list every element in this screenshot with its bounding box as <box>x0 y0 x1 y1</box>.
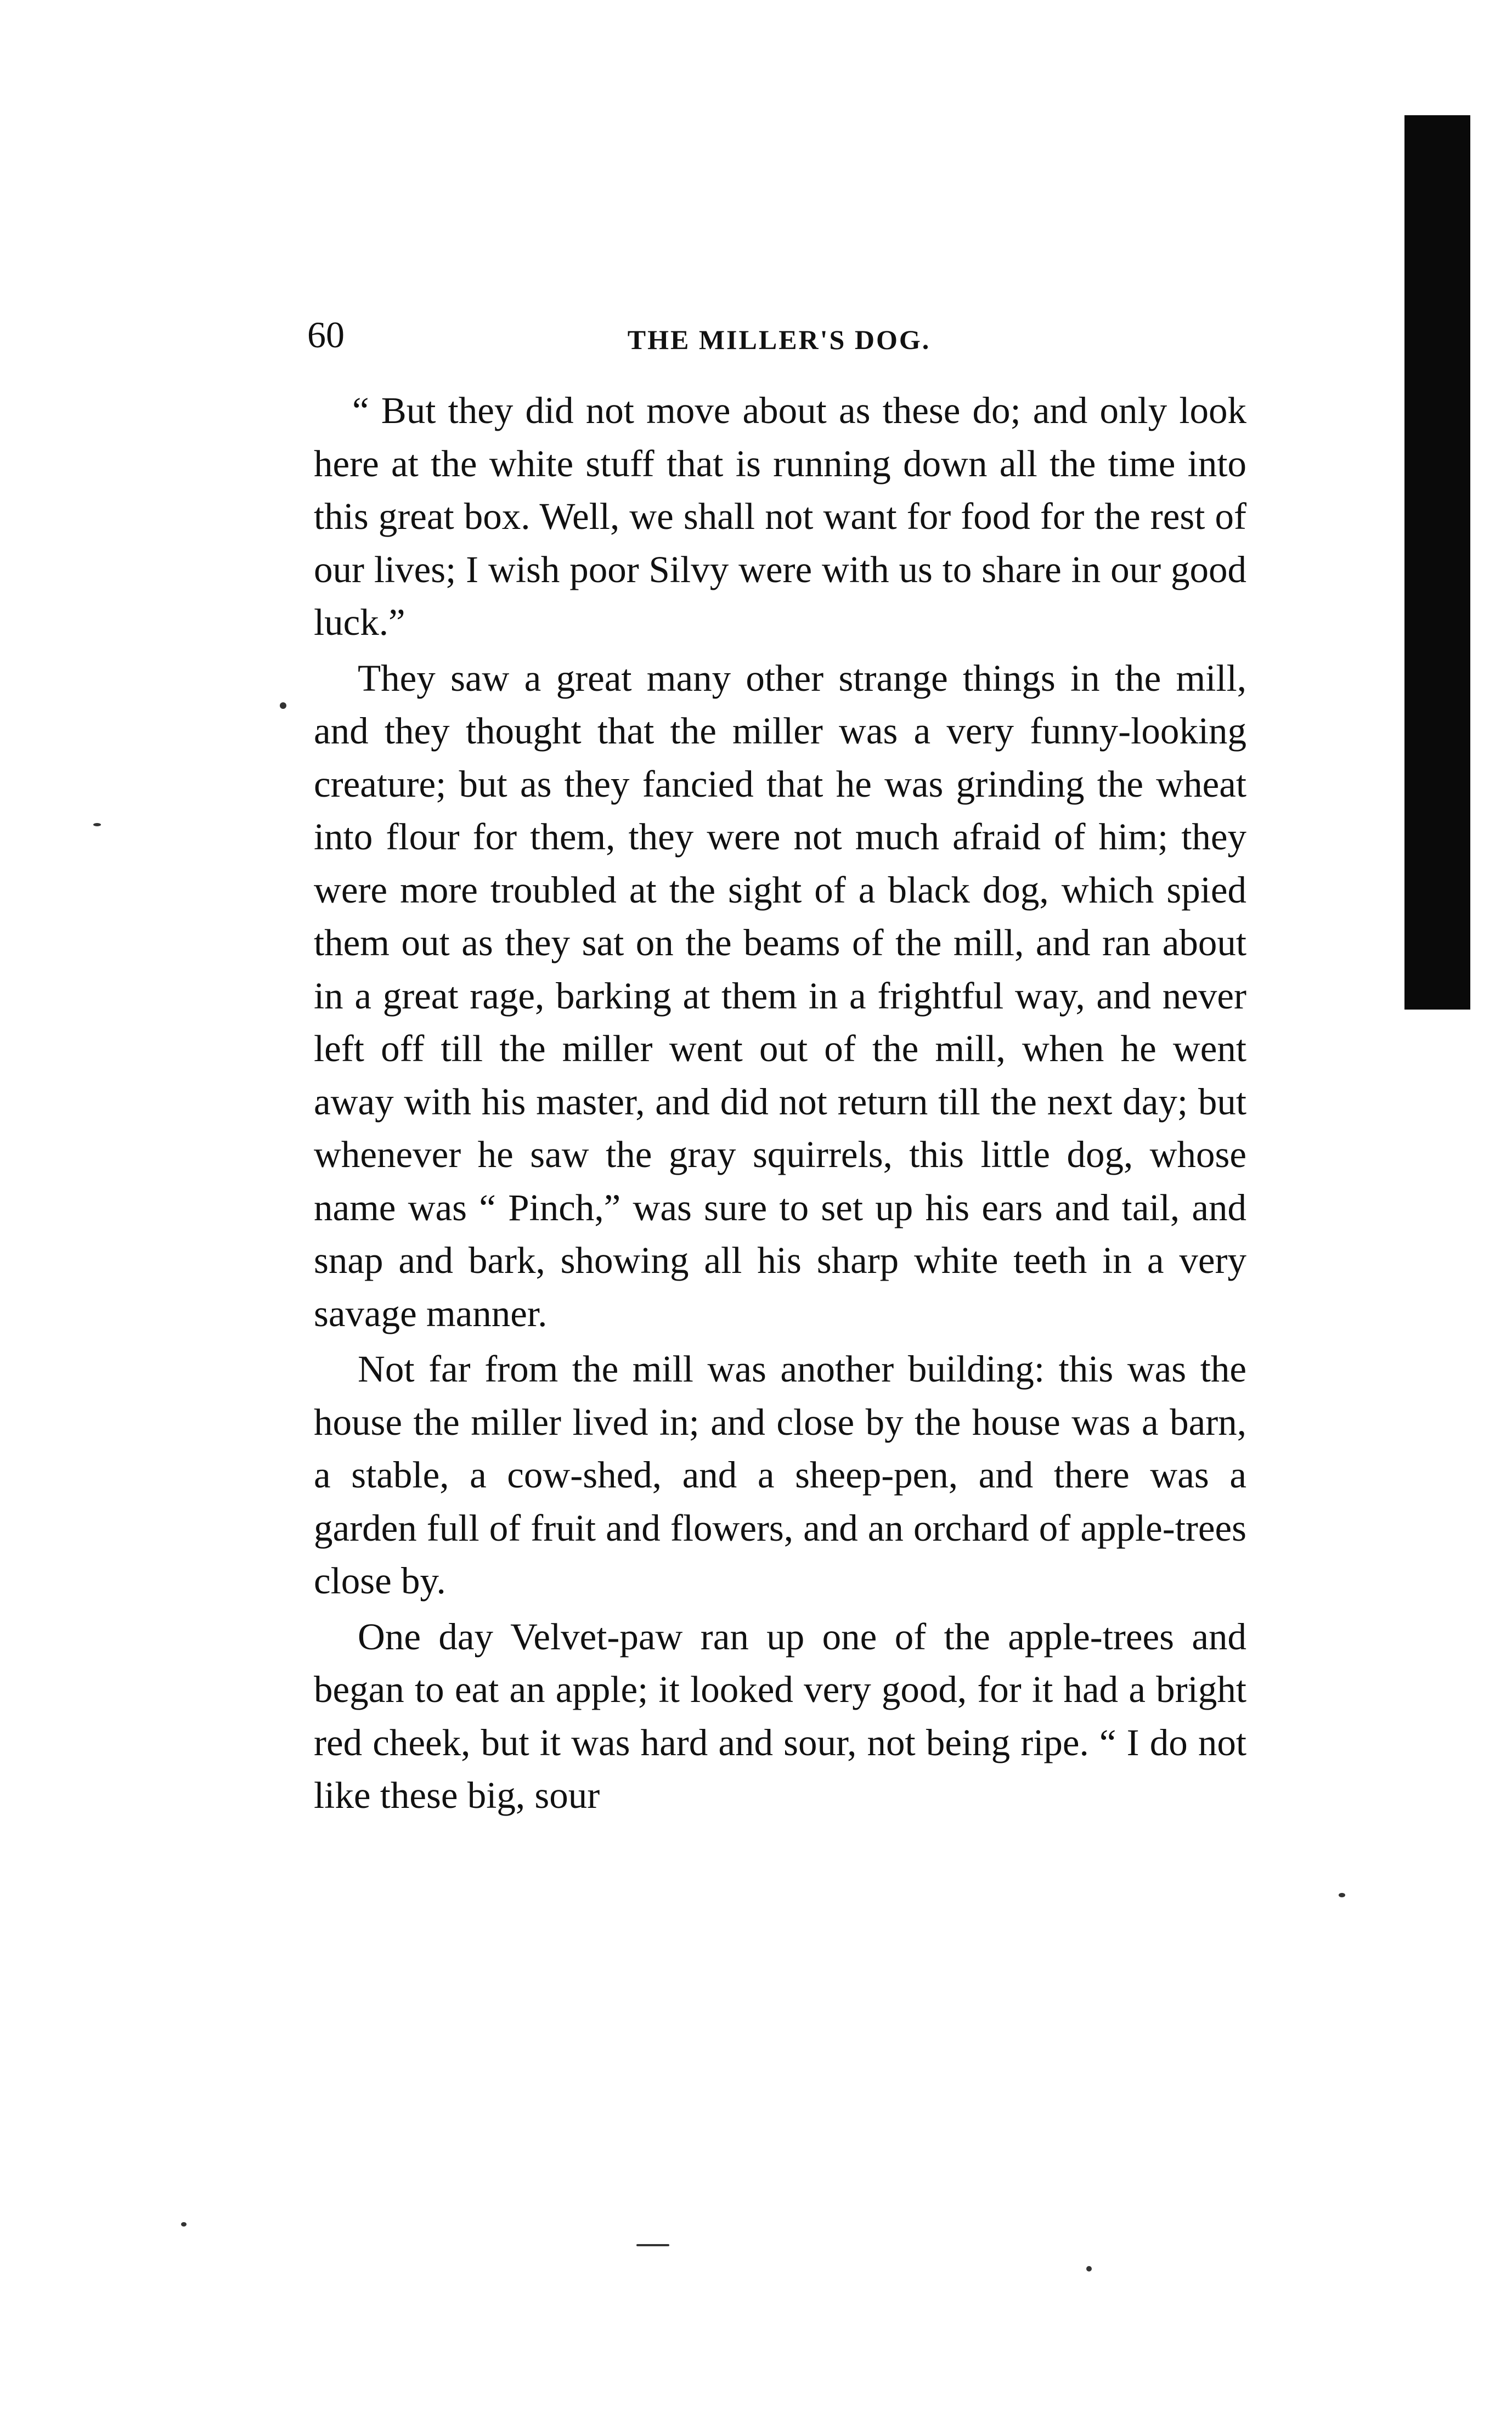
running-title: THE MILLER'S DOG. <box>627 324 931 355</box>
scan-speck <box>636 2244 669 2246</box>
paragraph: One day Velvet-paw ran up one of the apple-trees and began to eat an apple; it looked very good, for it had a bright red cheek, but it was hard and sour, not being ripe. “ I do not like these big, sour <box>314 1615 1246 1816</box>
paragraph: “ But they did not move about as these do; and only look here at the white stuff that is running down all the time into this great box. Well, we shall not want for food for the rest of our lives; I wish poor Silvy were with us to share in our good luck.” <box>314 390 1246 643</box>
body-text <box>314 384 1246 1825</box>
paragraph: Not far from the mill was another building: this was the house the miller lived in; and close by the house was a barn, a stable, a cow-shed, and a sheep-pen, and there was a garden full of fruit and flowers, and an orchard of apple-trees close by. <box>314 1348 1246 1602</box>
paragraph: They saw a great many other strange things in the mill, and they thought that the miller was a very funny-looking creature; but as they fancied that he was grinding the wheat into flour for them, they were not much afraid of him; they were more troubled at the sight of a black dog, which spied them out as they sat on the beams of the mill, and ran about in a great rage, barking at them in a frightful way, and never left off till the miller went out of the mill, when he went away with his master, and did not return till the next day; but whenever he saw the gray squirrels, this little dog, whose name was “ Pinch,” was sure to set up his ears and tail, and snap and bark, showing all his sharp white teeth in a very savage manner. <box>314 657 1246 1334</box>
page-number: 60 <box>307 314 345 356</box>
scan-speck <box>1086 2266 1092 2272</box>
scan-edge-shadow <box>1404 115 1470 1010</box>
scan-speck <box>181 2222 187 2227</box>
scan-speck <box>1339 1893 1345 1897</box>
scan-speck <box>93 823 101 826</box>
scan-speck <box>280 702 286 709</box>
page-header <box>307 313 1251 373</box>
